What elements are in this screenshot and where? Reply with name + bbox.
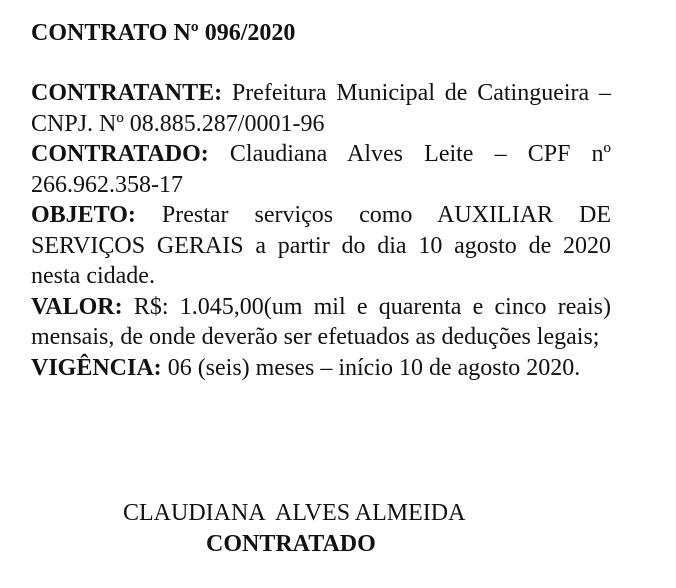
contratado-label: CONTRATADO: [31, 141, 209, 167]
contratado-clause [31, 139, 611, 200]
vigencia-text: 06 (seis) meses – início 10 de agosto 2020. [167, 354, 581, 381]
contratante-clause [31, 78, 611, 139]
vigencia-label: VIGÊNCIA: [31, 354, 162, 381]
valor-label: VALOR: [31, 293, 123, 320]
valor-clause [31, 292, 611, 353]
signature-role: CONTRATADO [206, 531, 376, 557]
contratado-text: Claudiana Alves Leite – CPF nº 266.962.358-17 [31, 141, 611, 198]
objeto-text: Prestar serviços como AUXILIAR DE SERVIÇOS GERAIS a partir do dia 10 agosto de 2020 nesta cidade. [31, 202, 611, 289]
vigencia-clause [31, 353, 611, 384]
objeto-label: OBJETO: [31, 202, 136, 228]
valor-text: R$: 1.045,00(um mil e quarenta e cinco reais) mensais, de onde deverão ser efetuados as deduções legais; [31, 293, 612, 350]
contratante-label: CONTRATANTE: [31, 80, 223, 106]
contract-title: CONTRATO Nº 096/2020 [31, 20, 296, 46]
objeto-clause [31, 200, 611, 292]
contratante-text: Prefeitura Municipal de Catingueira – CNPJ. Nº 08.885.287/0001-96 [31, 80, 611, 137]
contract-body [31, 78, 611, 383]
signature-name: CLAUDIANA ALVES ALMEIDA [123, 500, 466, 526]
